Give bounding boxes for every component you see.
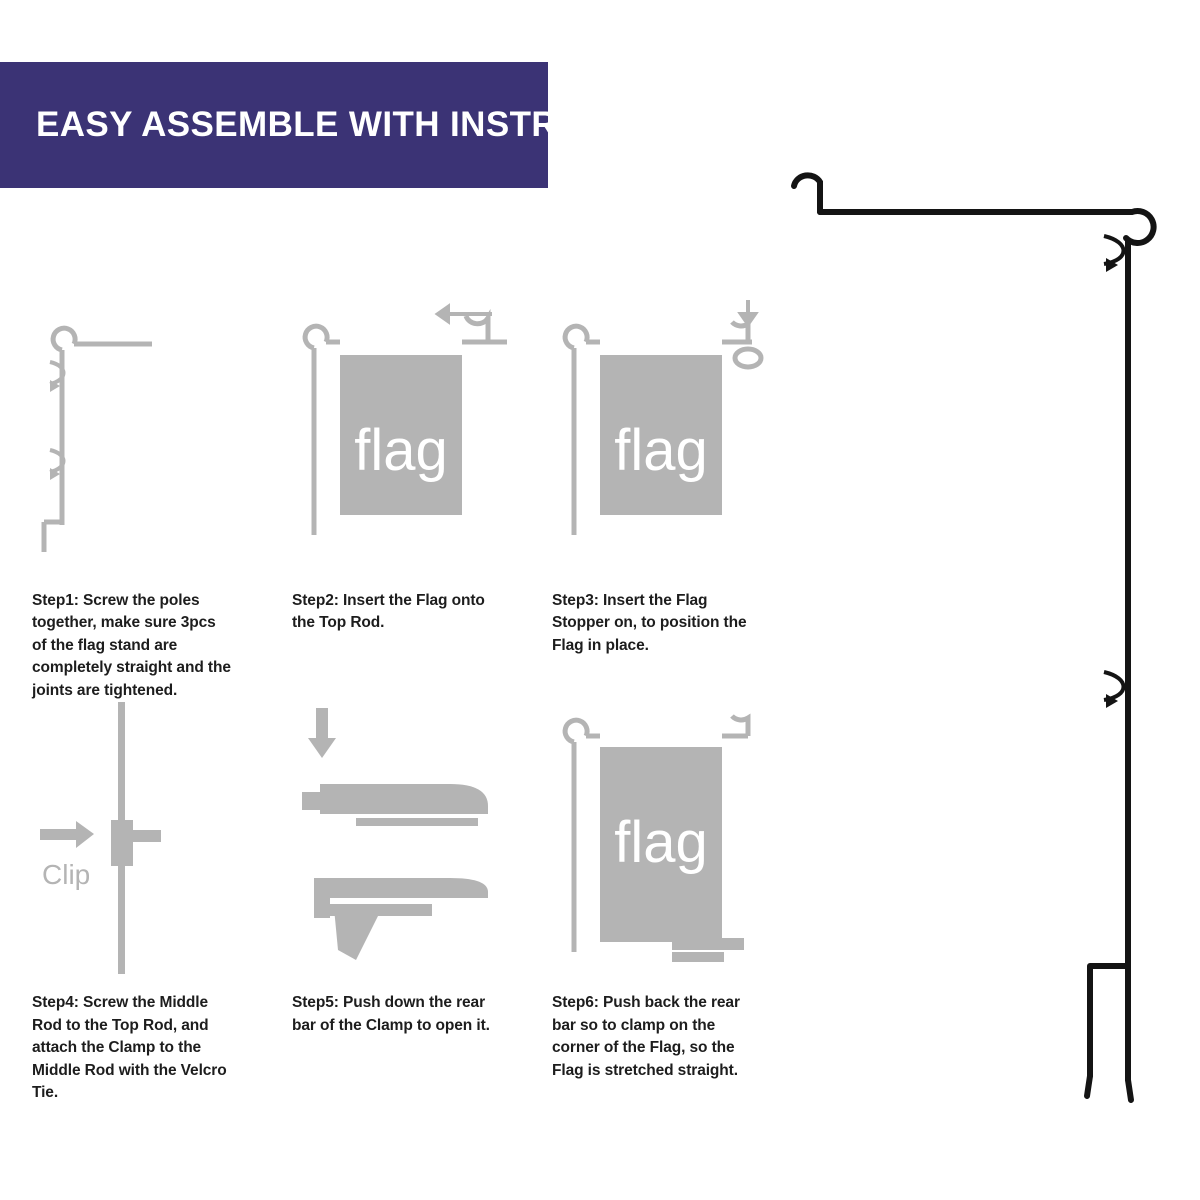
- header-banner: [0, 62, 718, 188]
- step-4-caption: Step4: Screw the Middle Rod to the Top Rod, and attach the Clamp to the Middle Rod with the Velcro Tie.: [32, 994, 227, 1102]
- step-4-illustration: [32, 702, 232, 992]
- flag-label: flag: [614, 810, 708, 876]
- insert-flag-stopper-diagram: [552, 300, 767, 580]
- attach-clamp-to-middle-rod-diagram: [32, 702, 247, 982]
- step-5-illustration: [292, 702, 492, 992]
- flag-label: flag: [354, 418, 448, 483]
- steps-row-1: [0, 300, 780, 702]
- step-1-illustration: [32, 300, 232, 590]
- page-title: EASY ASSEMBLE WITH INSTRUCTIONS: [36, 104, 718, 144]
- step-6-caption: Step6: Push back the rear bar so to clamp on the corner of the Flag, so the Flag is stretched straight.: [552, 994, 740, 1079]
- step-2-caption: Step2: Insert the Flag onto the Top Rod.: [292, 592, 485, 632]
- flag-label: flag: [614, 418, 708, 483]
- step-3-cell: [520, 300, 780, 702]
- step-2-cell: [260, 300, 520, 702]
- step-3-illustration: [552, 300, 752, 590]
- steps-row-2: [0, 702, 780, 1104]
- step-5-caption: Step5: Push down the rear bar of the Clamp to open it.: [292, 994, 490, 1034]
- instruction-steps-grid: [0, 300, 780, 1105]
- step-2-illustration: [292, 300, 492, 590]
- insert-flag-onto-top-rod-diagram: [292, 300, 507, 580]
- step-6-illustration: [552, 702, 752, 992]
- step-3-caption: Step3: Insert the Flag Stopper on, to position the Flag in place.: [552, 592, 747, 654]
- step-1-caption: Step1: Screw the poles together, make sure 3pcs of the flag stand are completely straight and the joints are tightened.: [32, 592, 231, 699]
- poles-screw-together-diagram: [32, 300, 232, 580]
- step-5-cell: [260, 702, 520, 1104]
- step-6-cell: [520, 702, 780, 1104]
- step-1-cell: [0, 300, 260, 702]
- clip-label: Clip: [42, 859, 91, 891]
- push-down-rear-bar-diagram: [292, 702, 507, 982]
- step-4-cell: [0, 702, 260, 1104]
- clamp-flag-corner-diagram: [552, 702, 767, 982]
- assembled-garden-flag-stand: [760, 160, 1200, 1120]
- assembled-stand-illustration: [760, 160, 1200, 1120]
